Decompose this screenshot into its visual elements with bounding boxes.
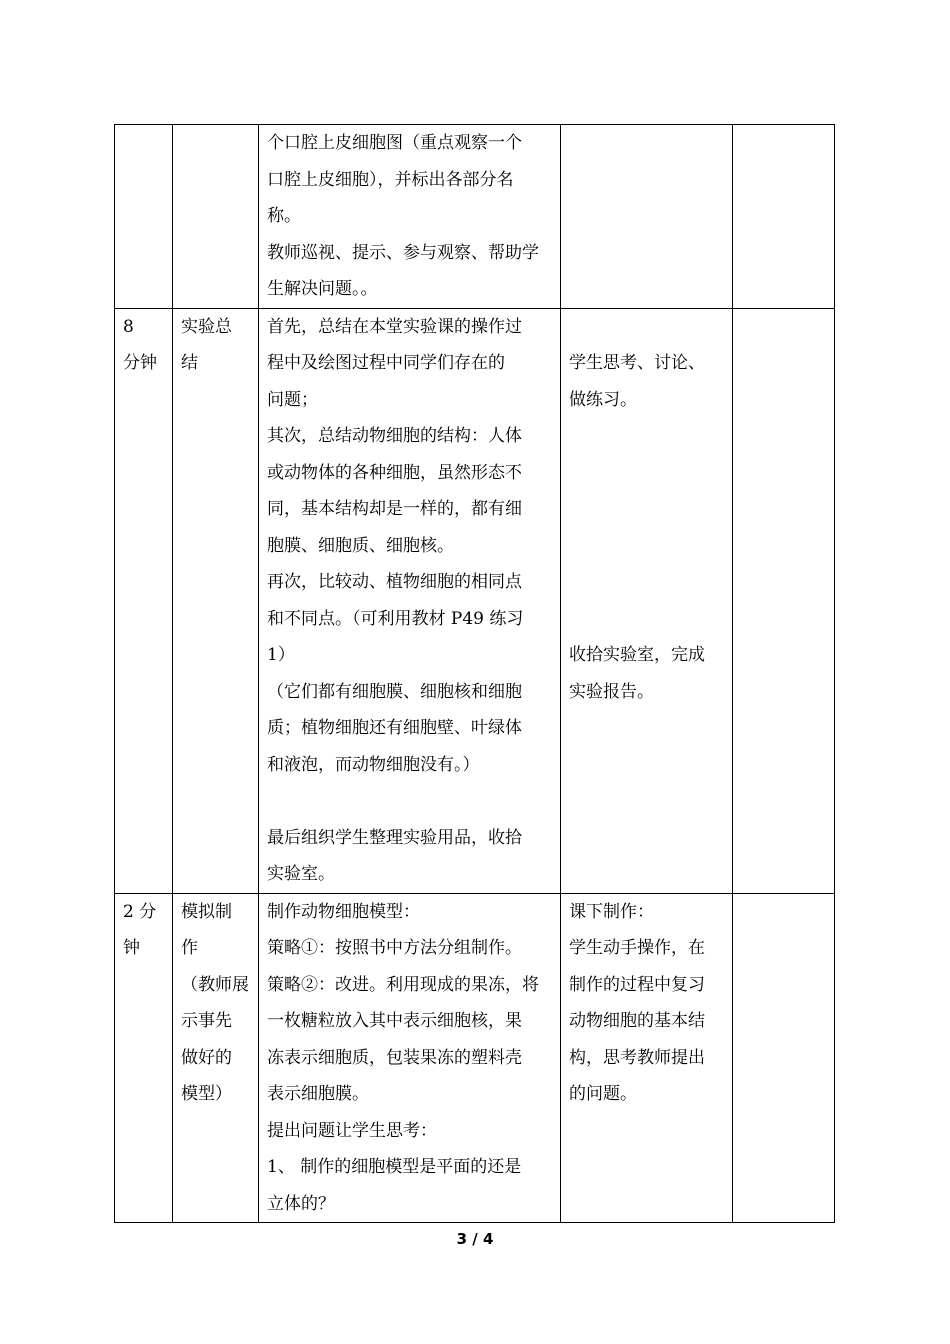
table-row	[115, 308, 835, 893]
text-line: 或动物体的各种细胞，虽然形态不	[267, 462, 522, 483]
student-activity-cell	[561, 893, 733, 1223]
text-line: 立体的？	[267, 1193, 335, 1214]
text-line: 课下制作：	[569, 901, 654, 922]
stage-cell	[173, 308, 259, 893]
text-line: 首先，总结在本堂实验课的操作过	[267, 316, 522, 337]
stage-text: 结	[181, 353, 198, 373]
lesson-plan-table	[114, 124, 835, 1223]
text-line: 个口腔上皮细胞图（重点观察一个	[267, 133, 522, 153]
stage-text: 作	[181, 938, 198, 958]
blank-line	[267, 783, 554, 820]
stage-cell	[173, 893, 259, 1223]
text-line: 1）	[267, 645, 295, 665]
text-line: 动物细胞的基本结	[569, 1011, 705, 1031]
page-number: 3 / 4	[456, 1230, 494, 1248]
text-line: 生解决问题。。	[267, 279, 378, 299]
stage-text: 模拟制	[181, 901, 232, 922]
teacher-activity-cell	[259, 893, 561, 1223]
text-line: 和不同点。（可利用教材 P49 练习	[267, 608, 524, 629]
stage-text: 模型）	[181, 1084, 232, 1104]
table-row	[115, 125, 835, 309]
text-line: 学生思考、讨论、	[569, 353, 705, 373]
text-line: 程中及绘图过程中同学们存在的	[267, 353, 505, 373]
note-cell	[733, 893, 835, 1223]
time-cell	[115, 893, 173, 1223]
time-text: 钟	[123, 938, 140, 958]
time-cell	[115, 308, 173, 893]
text-line: （它们都有细胞膜、细胞核和细胞	[267, 681, 522, 702]
note-cell	[733, 125, 835, 309]
text-line: 策略②：改进。利用现成的果冻，将	[267, 974, 539, 995]
text-line: 再次，比较动、植物细胞的相同点	[267, 572, 522, 592]
stage-cell	[173, 125, 259, 309]
text-line: 构，思考教师提出	[569, 1047, 705, 1068]
text-line: 策略①：按照书中方法分组制作。	[267, 938, 522, 958]
text-line: 1、 制作的细胞模型是平面的还是	[267, 1157, 522, 1177]
text-line: 制作动物细胞模型：	[267, 901, 420, 922]
time-text: 8	[123, 316, 134, 337]
text-line: 口腔上皮细胞），并标出各部分名	[267, 169, 514, 190]
teacher-activity-cell	[259, 125, 561, 309]
text-line: 提出问题让学生思考：	[267, 1120, 437, 1141]
student-activity-cell	[561, 308, 733, 893]
text-line: 实验报告。	[569, 681, 654, 702]
stage-text: 做好的	[181, 1047, 232, 1068]
stage-text: （教师展	[181, 974, 249, 995]
text-line: 制作的过程中复习	[569, 974, 705, 995]
text-line: 的问题。	[569, 1084, 637, 1104]
note-cell	[733, 308, 835, 893]
text-line: 一枚糖粒放入其中表示细胞核，果	[267, 1011, 522, 1031]
stage-text: 实验总	[181, 316, 232, 337]
text-line: 质；植物细胞还有细胞壁、叶绿体	[267, 718, 522, 738]
text-line: 收拾实验室，完成	[569, 645, 705, 665]
text-line: 表示细胞膜。	[267, 1084, 369, 1104]
text-line: 胞膜、细胞质、细胞核。	[267, 535, 454, 556]
text-line: 冻表示细胞质，包装果冻的塑料壳	[267, 1047, 522, 1068]
text-line: 教师巡视、提示、参与观察、帮助学	[267, 242, 539, 263]
text-line: 学生动手操作，在	[569, 938, 705, 958]
student-activity-cell	[561, 125, 733, 309]
stage-text: 示事先	[181, 1011, 232, 1031]
text-line: 问题；	[267, 389, 318, 410]
text-line: 实验室。	[267, 864, 335, 884]
time-text: 分钟	[123, 353, 157, 373]
time-text: 2 分	[123, 901, 157, 922]
text-line: 最后组织学生整理实验用品，收拾	[267, 827, 522, 848]
text-line: 和液泡，而动物细胞没有。）	[267, 754, 480, 775]
text-line: 称。	[267, 206, 301, 226]
table-row	[115, 893, 835, 1223]
time-cell	[115, 125, 173, 309]
text-line: 同，基本结构却是一样的，都有细	[267, 499, 522, 519]
teacher-activity-cell	[259, 308, 561, 893]
text-line: 其次，总结动物细胞的结构：人体	[267, 426, 522, 446]
text-line: 做练习。	[569, 389, 637, 410]
